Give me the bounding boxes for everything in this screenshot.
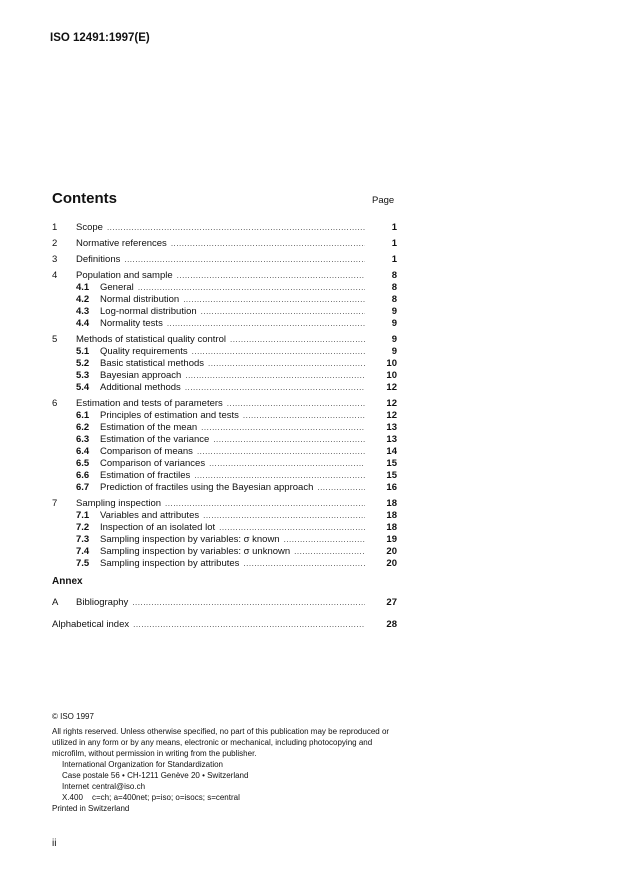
entry-number: 6.7 (76, 482, 90, 493)
rights-statement: All rights reserved. Unless otherwise specified, no part of this publication may be reproduced or utilized in any form or by any means, electronic or mechanical, including photocopying and microfilm, without permission in writing from the publisher. (52, 727, 390, 758)
entry-page: 9 (391, 306, 397, 317)
toc-entry[interactable] (52, 398, 397, 410)
entry-title: Additional methods (100, 382, 181, 393)
toc-subentry[interactable] (52, 510, 397, 522)
table-of-contents (52, 222, 397, 631)
entry-number: 7.4 (76, 546, 90, 557)
entry-number: 5.2 (76, 358, 90, 369)
entry-title: Log-normal distribution (100, 306, 197, 317)
dot-leader (294, 546, 365, 558)
page-column-label: Page (372, 195, 395, 206)
toc-subentry[interactable] (52, 346, 397, 358)
dot-leader (167, 318, 365, 330)
entry-title: Population and sample (76, 270, 173, 281)
dot-leader (133, 619, 365, 631)
entry-number: 6.3 (76, 434, 90, 445)
entry-page: 1 (391, 254, 397, 265)
dot-leader (132, 597, 365, 609)
page-number: ii (52, 838, 57, 849)
dot-leader (183, 294, 365, 306)
entry-title: Normality tests (100, 318, 163, 329)
entry-page: 8 (391, 294, 397, 305)
entry-page: 9 (391, 346, 397, 357)
entry-title: Normal distribution (100, 294, 180, 305)
dot-leader (227, 398, 365, 410)
dot-leader (317, 482, 365, 494)
entry-number: 3 (52, 254, 58, 265)
entry-page: 12 (386, 398, 397, 409)
entry-number: 4.1 (76, 282, 90, 293)
entry-title: Comparison of variances (100, 458, 206, 469)
entry-number: 2 (52, 238, 58, 249)
printed-location: Printed in Switzerland (52, 804, 130, 813)
toc-entry[interactable] (52, 222, 397, 234)
entry-page: 16 (386, 482, 397, 493)
dot-leader (284, 534, 365, 546)
entry-page: 13 (386, 434, 397, 445)
entry-title: General (100, 282, 134, 293)
entry-title: Variables and attributes (100, 510, 200, 521)
entry-page: 19 (386, 534, 397, 545)
dot-leader (194, 470, 365, 482)
dot-leader (165, 498, 365, 510)
toc-subentry[interactable] (52, 294, 397, 306)
dot-leader (201, 422, 365, 434)
x400-label: X.400 (62, 793, 83, 802)
organization-name: International Organization for Standardization (62, 760, 223, 769)
entry-number: 5 (52, 334, 58, 345)
entry-number: 5.1 (76, 346, 90, 357)
toc-subentry[interactable] (52, 482, 397, 494)
toc-subentry[interactable] (52, 422, 397, 434)
dot-leader (203, 510, 365, 522)
entry-number: 6 (52, 398, 58, 409)
entry-number: 6.5 (76, 458, 90, 469)
copyright-notice (52, 711, 402, 814)
entry-title: Estimation of the mean (100, 422, 198, 433)
entry-number: 4.3 (76, 306, 90, 317)
entry-title: Bayesian approach (100, 370, 182, 381)
entry-title: Estimation and tests of parameters (76, 398, 223, 409)
toc-subentry[interactable] (52, 434, 397, 446)
dot-leader (192, 346, 365, 358)
internet-label: Internet (62, 782, 90, 791)
entry-page: 18 (386, 510, 397, 521)
toc-section (52, 398, 397, 494)
dot-leader (197, 446, 365, 458)
toc-subentry[interactable] (52, 306, 397, 318)
entry-title: Quality requirements (100, 346, 188, 357)
entry-page: 13 (386, 422, 397, 433)
toc-entry-index[interactable] (52, 619, 397, 631)
entry-number: 6.6 (76, 470, 90, 481)
toc-entry[interactable] (52, 498, 397, 510)
toc-subentry[interactable] (52, 446, 397, 458)
toc-section (52, 238, 397, 250)
toc-subentry[interactable] (52, 522, 397, 534)
entry-number: 7.3 (76, 534, 90, 545)
entry-page: 18 (386, 498, 397, 509)
dot-leader (243, 558, 365, 570)
entry-title: Sampling inspection by attributes (100, 558, 240, 569)
entry-title: Sampling inspection by variables: σ known (100, 534, 280, 545)
entry-title: Scope (76, 222, 103, 233)
toc-section (52, 334, 397, 394)
entry-page: 12 (386, 410, 397, 421)
toc-subentry[interactable] (52, 558, 397, 570)
entry-page: 18 (386, 522, 397, 533)
entry-page: 9 (391, 318, 397, 329)
entry-title: Bibliography (76, 597, 129, 608)
x400-contact (52, 792, 402, 803)
entry-page: 15 (386, 458, 397, 469)
dot-leader (124, 254, 365, 266)
toc-subentry[interactable] (52, 382, 397, 394)
toc-subentry[interactable] (52, 458, 397, 470)
entry-page: 12 (386, 382, 397, 393)
entry-page: 8 (391, 282, 397, 293)
postal-address: Case postale 56 • CH-1211 Genève 20 • Switzerland (62, 771, 249, 780)
document-id: ISO 12491:1997(E) (50, 32, 150, 44)
entry-title: Methods of statistical quality control (76, 334, 226, 345)
toc-section (52, 254, 397, 266)
toc-subentry[interactable] (52, 534, 397, 546)
dot-leader (230, 334, 365, 346)
entry-title: Definitions (76, 254, 121, 265)
entry-title: Comparison of means (100, 446, 193, 457)
entry-number: 7.5 (76, 558, 90, 569)
entry-title: Sampling inspection (76, 498, 162, 509)
entry-page: 15 (386, 470, 397, 481)
dot-leader (208, 358, 365, 370)
toc-section (52, 270, 397, 330)
entry-title: Estimation of the variance (100, 434, 210, 445)
entry-page: 1 (391, 222, 397, 233)
entry-number: 7.2 (76, 522, 90, 533)
page-title: Contents (52, 190, 117, 207)
entry-page: 20 (386, 558, 397, 569)
entry-number: 6.4 (76, 446, 90, 457)
dot-leader (213, 434, 365, 446)
entry-page: 9 (391, 334, 397, 345)
toc-subentry[interactable] (52, 370, 397, 382)
dot-leader (185, 382, 365, 394)
toc-entry[interactable] (52, 238, 397, 250)
toc-entry[interactable] (52, 334, 397, 346)
internet-value: central@iso.ch (92, 782, 146, 791)
entry-page: 20 (386, 546, 397, 557)
entry-number: 4 (52, 270, 58, 281)
dot-leader (219, 522, 365, 534)
x400-value: c=ch; a=400net; p=iso; o=isocs; s=central (92, 793, 240, 802)
internet-contact (52, 781, 402, 792)
toc-entry[interactable] (52, 270, 397, 282)
entry-title: Estimation of fractiles (100, 470, 191, 481)
toc-subentry[interactable] (52, 410, 397, 422)
copyright-line: © ISO 1997 (52, 712, 94, 721)
entry-title: Basic statistical methods (100, 358, 205, 369)
entry-title: Principles of estimation and tests (100, 410, 239, 421)
entry-title: Normative references (76, 238, 167, 249)
entry-page: 10 (386, 370, 397, 381)
entry-number: 5.3 (76, 370, 90, 381)
toc-section (52, 498, 397, 570)
toc-subentry[interactable] (52, 470, 397, 482)
entry-page: 14 (386, 446, 397, 457)
entry-number: 5.4 (76, 382, 90, 393)
entry-title: Alphabetical index (52, 619, 130, 630)
entry-number: 4.4 (76, 318, 90, 329)
entry-number: A (52, 597, 59, 608)
entry-number: 6.1 (76, 410, 90, 421)
entry-page: 10 (386, 358, 397, 369)
toc-entry[interactable] (52, 597, 397, 609)
toc-section (52, 222, 397, 234)
dot-leader (243, 410, 365, 422)
dot-leader (209, 458, 365, 470)
dot-leader (177, 270, 365, 282)
dot-leader (201, 306, 365, 318)
entry-number: 7 (52, 498, 58, 509)
entry-title: Prediction of fractiles using the Bayesian approach (100, 482, 314, 493)
entry-number: 1 (52, 222, 58, 233)
entry-number: 6.2 (76, 422, 90, 433)
toc-subentry[interactable] (52, 318, 397, 330)
entry-page: 28 (386, 619, 397, 630)
entry-number: 7.1 (76, 510, 90, 521)
entry-number: 4.2 (76, 294, 90, 305)
toc-entry[interactable] (52, 254, 397, 266)
dot-leader (185, 370, 365, 382)
dot-leader (107, 222, 365, 234)
entry-title: Sampling inspection by variables: σ unknown (100, 546, 291, 557)
entry-page: 1 (391, 238, 397, 249)
entry-page: 8 (391, 270, 397, 281)
toc-subentry[interactable] (52, 282, 397, 294)
dot-leader (138, 282, 365, 294)
annex-heading: Annex (52, 576, 83, 587)
toc-subentry[interactable] (52, 358, 397, 370)
dot-leader (171, 238, 365, 250)
toc-subentry[interactable] (52, 546, 397, 558)
entry-page: 27 (386, 597, 397, 608)
entry-title: Inspection of an isolated lot (100, 522, 216, 533)
